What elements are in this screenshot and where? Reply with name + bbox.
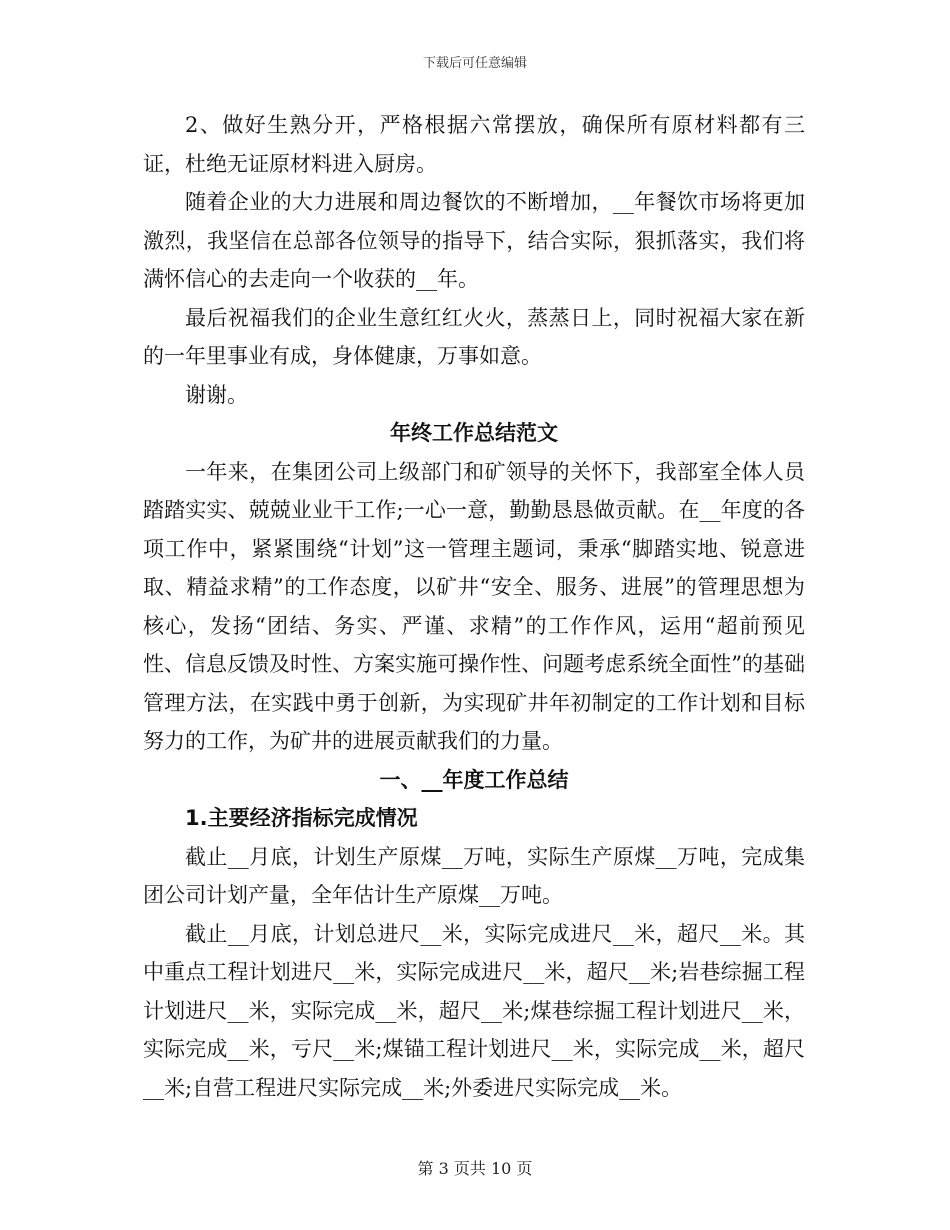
paragraph-blessing: 最后祝福我们的企业生意红红火火，蒸蒸日上，同时祝福大家在新的一年里事业有成，身体健康，万事如意。 [143,305,805,368]
paragraph-coal-production: 截止__月底，计划生产原煤__万吨，实际生产原煤__万吨，完成集团公司计划产量，全年估计生产原煤__万吨。 [143,844,805,907]
paragraph-market-outlook: 随着企业的大力进展和周边餐饮的不断增加，__年餐饮市场将更加激烈，我坚信在总部各位领导的指导下，结合实际，狠抓落实，我们将满怀信心的去走向一个收获的__年。 [143,190,805,291]
section-heading-annual-summary: 一、__年度工作总结 [379,767,569,792]
subheading-economic-indicators: 1.主要经济指标完成情况 [185,806,418,830]
paragraph-footage: 截止__月底，计划总进尺__米，实际完成进尺__米，超尺__米。其中重点工程计划进尺__米，实际完成进尺__米，超尺__米;岩巷综掘工程计划进尺__米，实际完成__米，超尺__米;煤巷综掘工程计划进尺__米，实际完成__米，亏尺__米;煤锚工程计划进尺__米，实际完成__米，超尺__米;自营工程进尺实际完成__米;外委进尺实际完成__米。 [143,921,805,1100]
page-number: 第 3 页共 10 页 [417,1159,533,1178]
paragraph-thanks: 谢谢。 [185,382,248,407]
header-note: 下载后可任意编辑 [422,56,527,71]
document-body [143,106,805,1107]
paragraph-kitchen-rules: 2、做好生熟分开，严格根据六常摆放，确保所有原材料都有三证，杜绝无证原材料进入厨房。 [143,113,805,176]
document-title: 年终工作总结范文 [390,421,558,445]
paragraph-intro: 一年来，在集团公司上级部门和矿领导的关怀下，我部室全体人员踏踏实实、兢兢业业干工作;一心一意，勤勤恳恳做贡献。在__年度的各项工作中，紧紧围绕“计划”这一管理主题词，秉承“脚踏实地、锐意进取、精益求精”的工作态度，以矿井“安全、服务、进展”的管理思想为核心，发扬“团结、务实、严谨、求精”的工作作风，运用“超前预见性、信息反馈及时性、方案实施可操作性、问题考虑系统全面性”的基础管理方法，在实践中勇于创新，为实现矿井年初制定的工作计划和目标努力的工作，为矿井的进展贡献我们的力量。 [143,459,805,753]
